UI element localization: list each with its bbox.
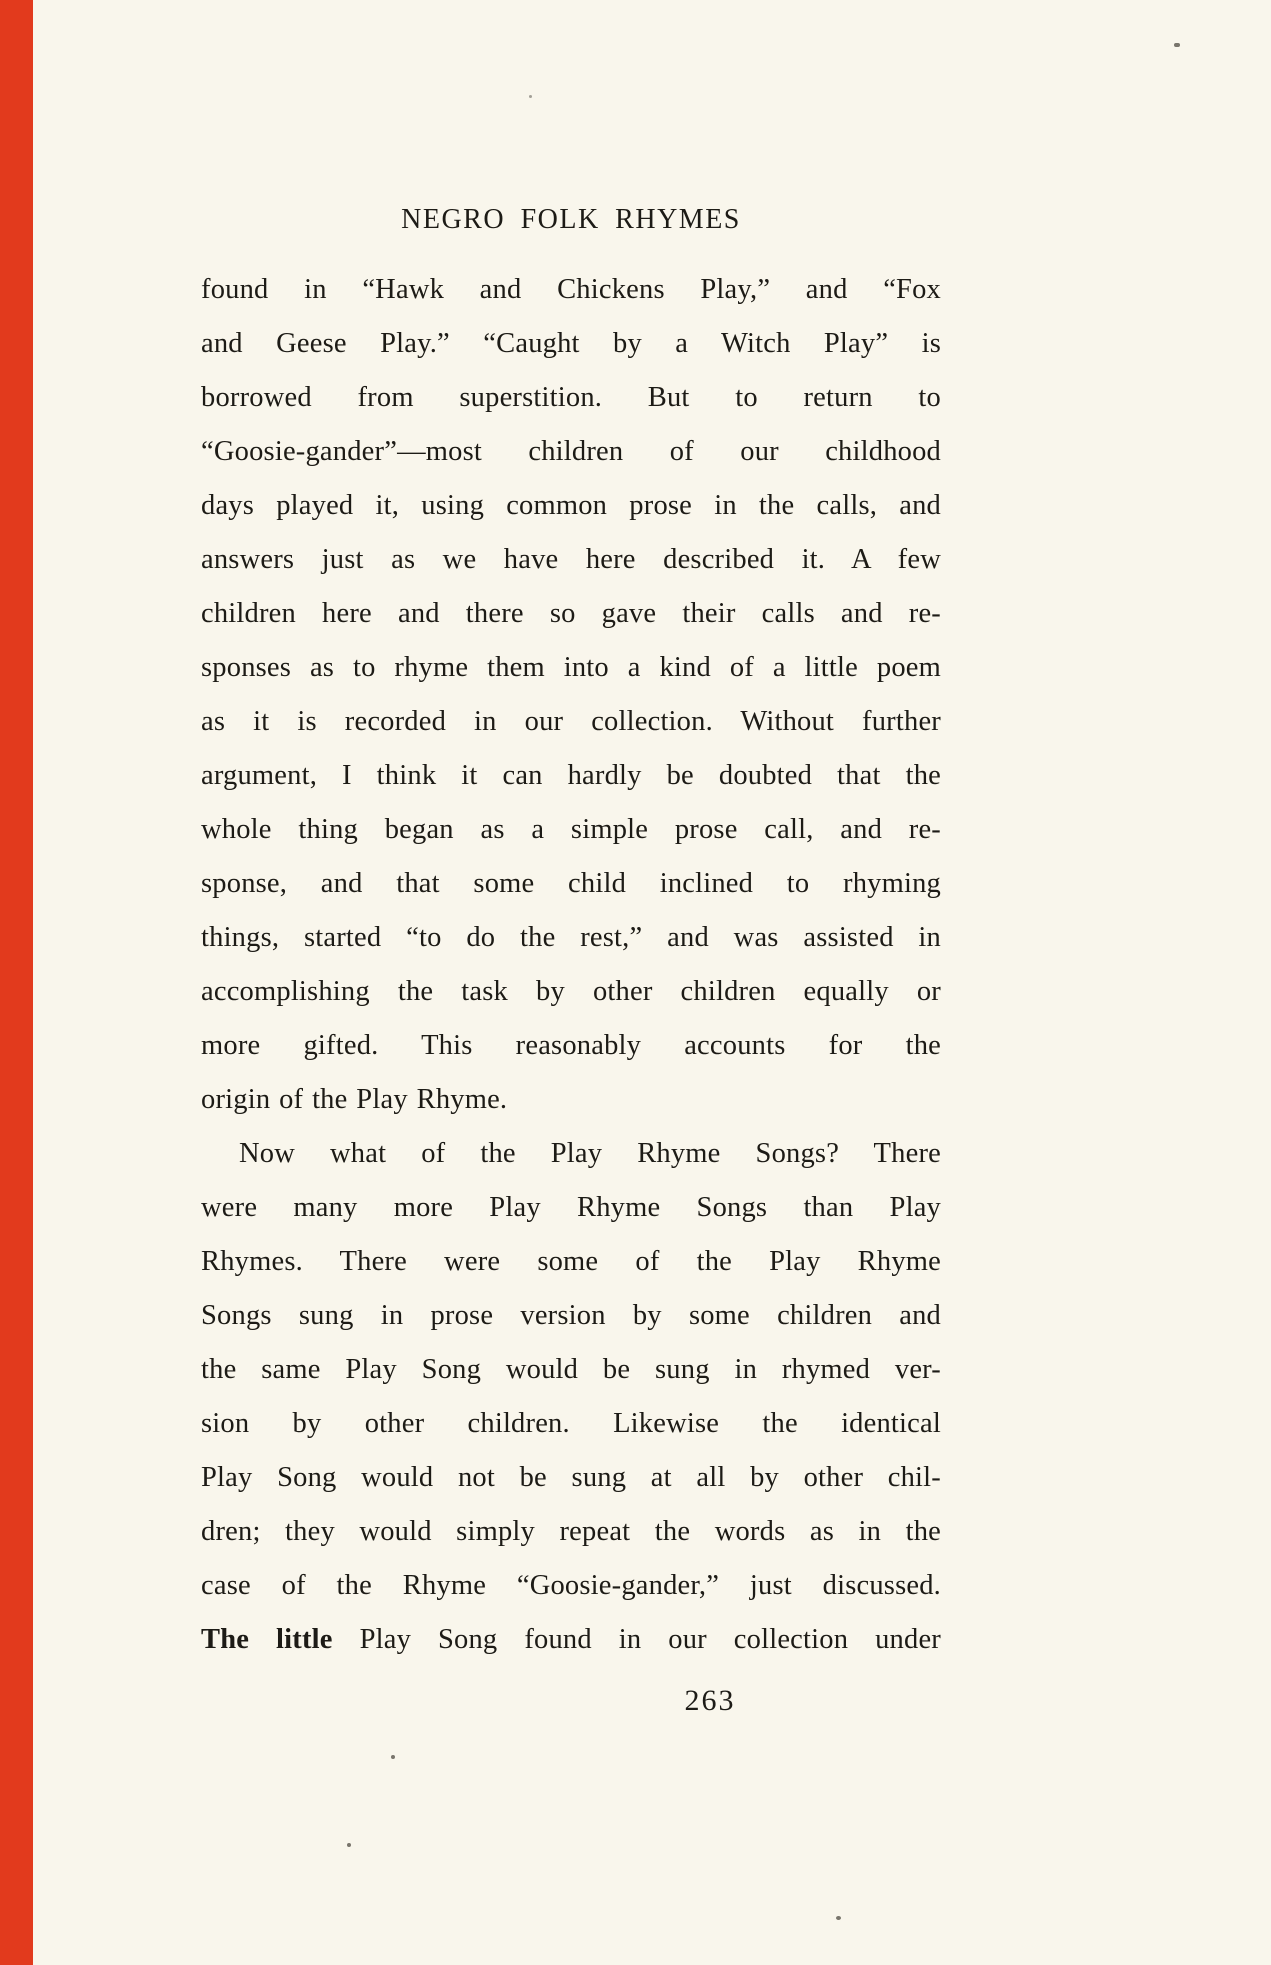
scan-speck (529, 95, 532, 98)
text-line: found in “Hawk and Chickens Play,” and “Fox (201, 274, 941, 305)
text-line: case of the Rhyme “Goosie-gander,” just discussed. (201, 1570, 941, 1601)
text-line: sponse, and that some child inclined to rhyming (201, 868, 941, 899)
text-line: the same Play Song would be sung in rhymed ver- (201, 1354, 941, 1385)
text-line: The little Play Song found in our collection under (201, 1624, 941, 1655)
scan-speck (391, 1755, 395, 1759)
text-line: more gifted. This reasonably accounts for the (201, 1030, 941, 1061)
text-line: and Geese Play.” “Caught by a Witch Play” is (201, 328, 941, 359)
text-line: origin of the Play Rhyme. (201, 1084, 508, 1115)
text-line: Now what of the Play Rhyme Songs? There (239, 1138, 941, 1169)
text-line: Play Song would not be sung at all by other chil- (201, 1462, 941, 1493)
body-text (201, 263, 941, 1667)
text-line: accomplishing the task by other children equally or (201, 976, 941, 1007)
text-line: were many more Play Rhyme Songs than Play (201, 1192, 941, 1223)
text-line: “Goosie-gander”—most children of our childhood (201, 436, 941, 467)
text-line: argument, I think it can hardly be doubted that the (201, 760, 941, 791)
page-number: 263 (684, 1684, 736, 1717)
text-line: sponses as to rhyme them into a kind of a little poem (201, 652, 941, 683)
text-line: whole thing began as a simple prose call, and re- (201, 814, 941, 845)
text-line: sion by other children. Likewise the identical (201, 1408, 941, 1439)
text-line: Songs sung in prose version by some children and (201, 1300, 941, 1331)
scan-speck (1174, 43, 1180, 47)
scan-speck (836, 1916, 841, 1920)
text-line: days played it, using common prose in the calls, and (201, 490, 941, 521)
text-line: as it is recorded in our collection. Without further (201, 706, 941, 737)
text-line: dren; they would simply repeat the words as in the (201, 1516, 941, 1547)
text-line: things, started “to do the rest,” and was assisted in (201, 922, 941, 953)
text-line: children here and there so gave their calls and re- (201, 598, 941, 629)
text-line: Rhymes. There were some of the Play Rhyme (201, 1246, 941, 1277)
book-spine-stripe (0, 0, 33, 1965)
scan-speck (347, 1843, 351, 1847)
text-line: borrowed from superstition. But to return to (201, 382, 941, 413)
running-head: NEGRO FOLK RHYMES (401, 204, 741, 235)
text-line: answers just as we have here described it. A few (201, 544, 941, 575)
